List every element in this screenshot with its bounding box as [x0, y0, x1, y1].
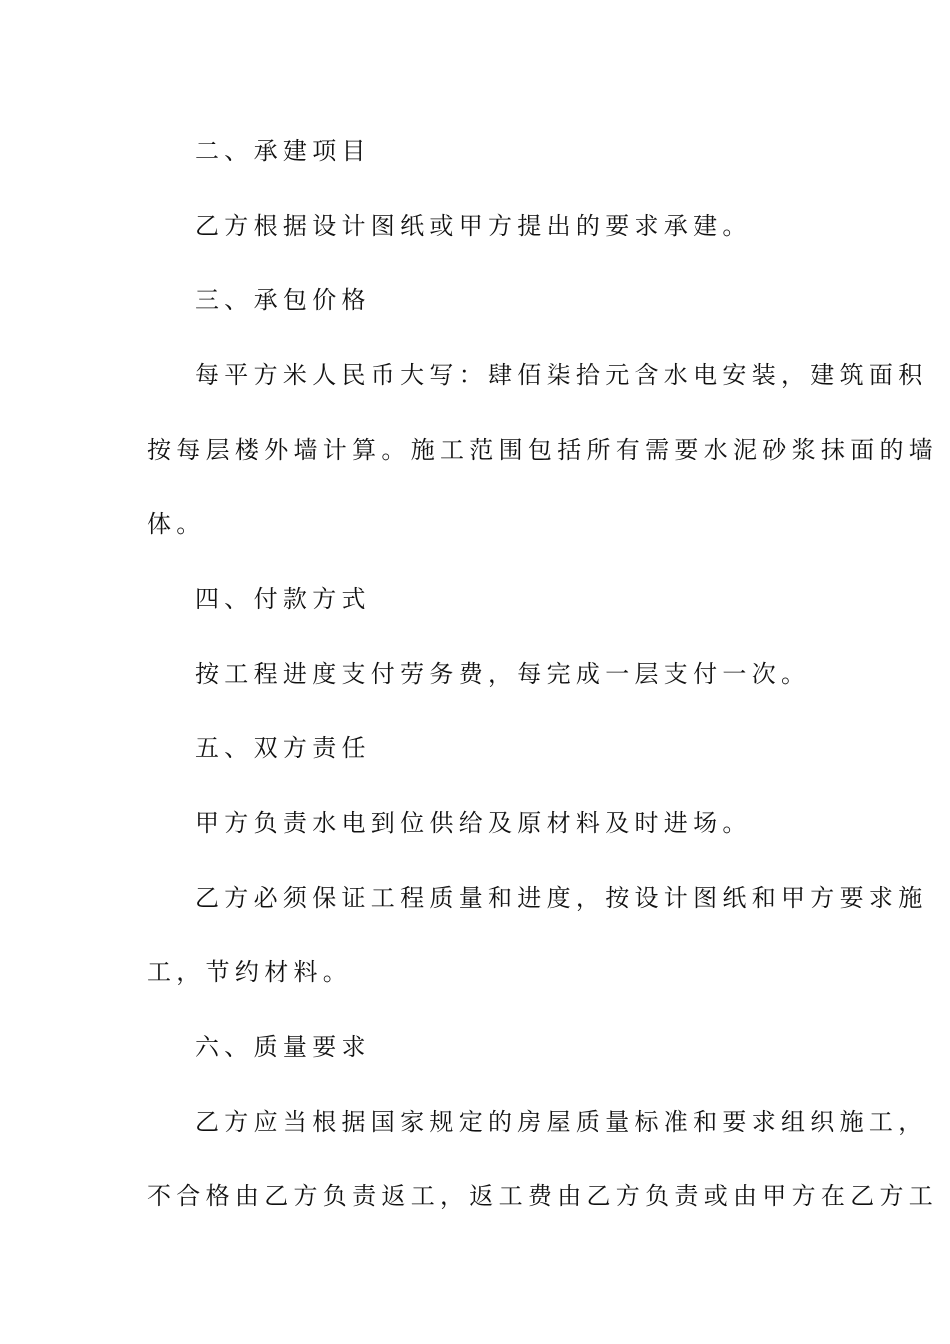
paragraph-line: 按工程进度支付劳务费，每完成一层支付一次。: [195, 660, 811, 688]
section-heading-contract-price: 三、承包价格: [195, 286, 371, 314]
paragraph-line: 每平方米人民币大写：肆佰柒拾元含水电安装，建筑面积: [195, 361, 928, 389]
paragraph-line: 按每层楼外墙计算。施工范围包括所有需要水泥砂浆抹面的墙: [147, 436, 939, 464]
paragraph-line: 工，节约材料。: [147, 958, 353, 986]
section-heading-quality-requirements: 六、质量要求: [195, 1033, 371, 1061]
section-heading-payment-method: 四、付款方式: [195, 585, 371, 613]
paragraph-line: 乙方必须保证工程质量和进度，按设计图纸和甲方要求施: [195, 884, 928, 912]
paragraph-line: 甲方负责水电到位供给及原材料及时进场。: [195, 809, 752, 837]
paragraph-line: 乙方根据设计图纸或甲方提出的要求承建。: [195, 212, 752, 240]
paragraph-line: 不合格由乙方负责返工，返工费由乙方负责或由甲方在乙方工: [147, 1182, 939, 1210]
section-heading-responsibilities: 五、双方责任: [195, 734, 371, 762]
paragraph-line: 体。: [147, 510, 206, 538]
paragraph-line: 乙方应当根据国家规定的房屋质量标准和要求组织施工，: [195, 1108, 928, 1136]
section-heading-construction-project: 二、承建项目: [195, 137, 371, 165]
